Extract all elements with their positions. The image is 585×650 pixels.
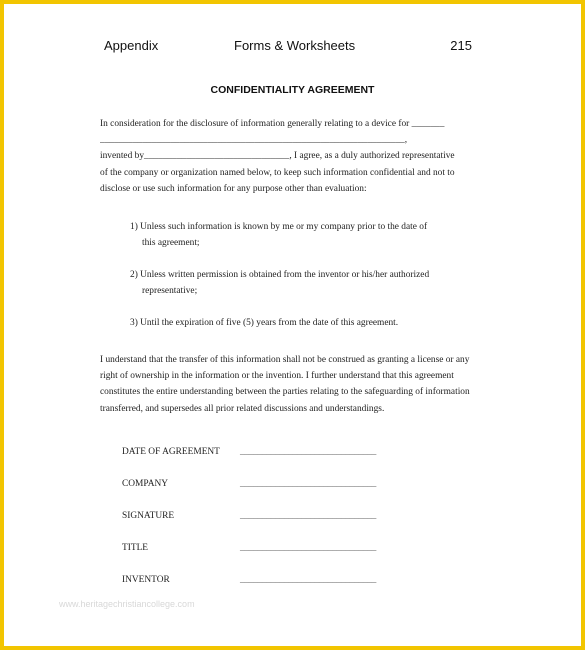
paragraph-line: invented by_______________________________, I agree, as a duly authorized representative <box>100 151 455 162</box>
document-title: CONFIDENTIALITY AGREEMENT <box>210 84 375 96</box>
document-page <box>4 4 581 646</box>
header-section: Appendix <box>104 38 159 53</box>
list-item-line: 2) Unless written permission is obtained from the inventor or his/her authorized <box>130 270 430 280</box>
paragraph-line: In consideration for the disclosure of information generally relating to a device for _______ <box>100 119 445 129</box>
field-label: COMPANY <box>122 479 169 489</box>
field-label: DATE OF AGREEMENT <box>122 447 220 457</box>
blank-line: _______________________________ <box>240 447 377 457</box>
paragraph-line: constitutes the entire understanding between the parties relating to the safeguarding of information <box>100 387 470 398</box>
blank-line: _______________________________ <box>240 575 377 585</box>
paragraph-line: I understand that the transfer of this information shall not be construed as granting a license or any <box>100 355 470 365</box>
list-item-line: representative; <box>142 286 198 296</box>
field-label: SIGNATURE <box>122 511 175 521</box>
paragraph-line: transferred, and supersedes all prior related discussions and understandings. <box>100 403 385 414</box>
consideration-paragraph <box>100 116 470 197</box>
header-chapter: Forms & Worksheets <box>234 38 356 53</box>
paragraph-line: disclose or use such information for any purpose other than evaluation: <box>100 183 367 194</box>
list-item <box>130 267 460 299</box>
list-item-line: 1) Unless such information is known by me or my company prior to the date of <box>130 222 428 232</box>
list-item-line: 3) Until the expiration of five (5) years from the date of this agreement. <box>130 318 399 328</box>
blank-line: _______________________________ <box>240 479 377 489</box>
paragraph-line: _________________________________________________________________, <box>100 135 408 146</box>
list-item <box>130 219 460 251</box>
field-label: TITLE <box>122 543 149 553</box>
watermark: www.heritagechristiancollege.com <box>59 599 195 609</box>
paragraph-line: of the company or organization named below, to keep such information confidential and not to <box>100 167 455 178</box>
page-number: 215 <box>450 38 472 53</box>
understanding-paragraph <box>100 352 474 417</box>
list-item <box>130 315 460 331</box>
list-item-line: this agreement; <box>142 238 200 248</box>
blank-line: _______________________________ <box>240 511 377 521</box>
blank-line: _______________________________ <box>240 543 377 553</box>
field-label: INVENTOR <box>122 575 170 585</box>
paragraph-line: right of ownership in the information or the invention. I further understand that this agreement <box>100 371 454 382</box>
